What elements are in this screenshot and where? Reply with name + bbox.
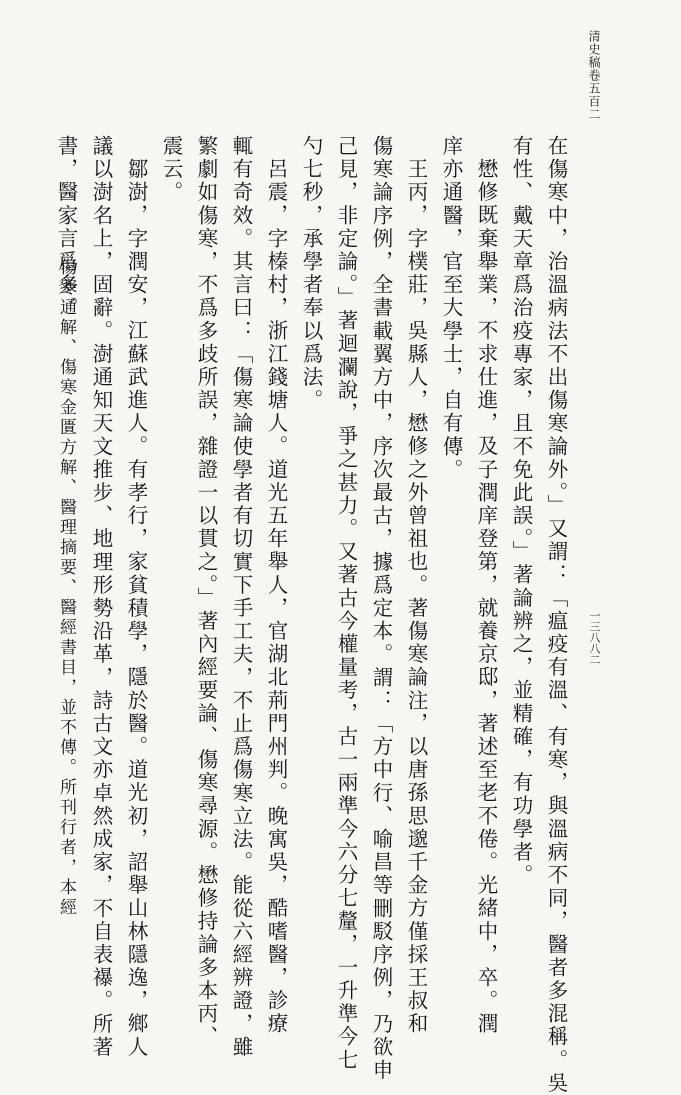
text-column-15: 書，醫家言爲多。 <box>54 135 78 320</box>
text-column-13: 鄒澍，字潤安，江蘇武進人。有孝行，家貧積學，隱於醫。道光初，詔舉山林隱逸，鄉人 <box>124 158 148 1059</box>
text-column-12: 震云。 <box>159 135 183 205</box>
text-column-16: 傷寒通解、傷寒金匱方解、醫理摘要、醫經書目，並不傳。所刊行者，本經 <box>56 258 76 918</box>
text-column-5: 王丙，字樸莊，吳縣人，懋修之外曾祖也。著傷寒論注，以唐孫思邈千金方僅採王叔和 <box>404 158 428 1036</box>
text-column-14: 議以澍名上，固辭。澍通知天文推步、地理形勢沿革，詩古文亦卓然成家，不自表襮。所著 <box>89 135 113 1059</box>
text-column-1: 在傷寒中，治溫病法不出傷寒論外。」又謂：「瘟疫有溫、有寒，與溫病不同，醫者多混稱。吳 <box>544 135 568 1095</box>
text-column-4: 庠亦通醫，官至大學士，自有傳。 <box>439 135 463 482</box>
running-title: 清史稿卷五百二 <box>587 30 601 121</box>
text-column-8: 勺七秒，承學者奉以爲法。 <box>299 135 323 413</box>
text-column-7: 己見，非定論。」著迴瀾說，爭之甚力。又著古今權量考，古一兩準今六分七釐，一升準今七 <box>334 135 358 1072</box>
text-column-9: 呂震，字榛村，浙江錢塘人。道光五年舉人，官湖北荊門州判。晚寓吳，酷嗜醫，診療 <box>264 158 288 1036</box>
page-number: 一三八八二 <box>588 610 601 665</box>
text-column-11: 繁劇如傷寒，不爲多歧所誤，雜證一以貫之。」著內經要論、傷寒尋源。懋修持論多本丙、 <box>194 135 218 1049</box>
text-column-6: 傷寒論序例，全書載翼方中，序次最古，據爲定本。謂：「方中行、喻昌等刪駁序例，乃欲申 <box>369 135 393 1083</box>
text-column-3: 懋修既棄舉業，不求仕進，及子潤庠登第，就養京邸，著述至老不倦。光緒中，卒。潤 <box>474 158 498 1036</box>
text-column-2: 有性、戴天章爲治疫專家，且不免此誤。」著論辨之，並精確，有功學者。 <box>509 135 533 888</box>
text-column-10: 輒有奇效。其言曰：「傷寒論使學者有切實下手工夫，不止爲傷寒立法。能從六經辨證，雖 <box>229 135 253 1059</box>
